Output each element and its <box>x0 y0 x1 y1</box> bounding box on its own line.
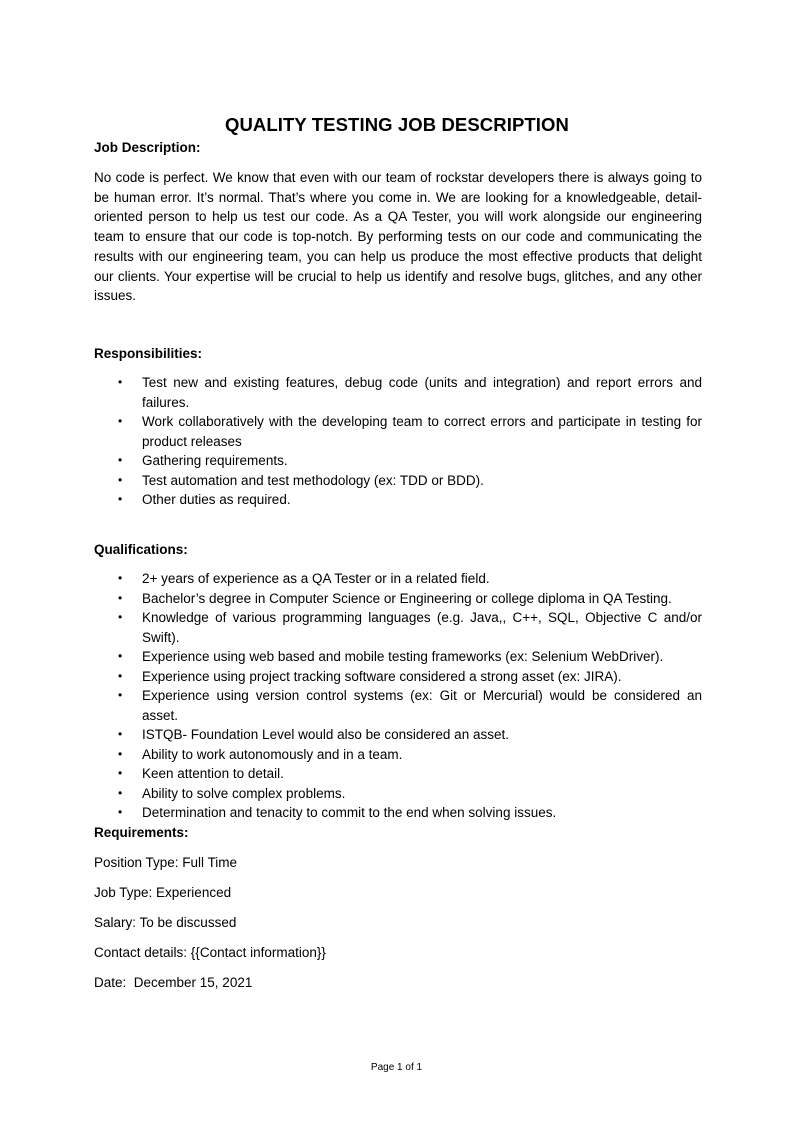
list-item <box>94 667 702 687</box>
bullet-icon: • <box>118 766 123 780</box>
qualifications-heading: Qualifications: <box>94 542 188 557</box>
bullet-icon: • <box>118 472 123 487</box>
list-item <box>94 412 702 451</box>
bullet-icon: • <box>118 414 123 428</box>
bullet-icon: • <box>118 453 123 467</box>
list-item <box>94 608 702 647</box>
page-title: QUALITY TESTING JOB DESCRIPTION <box>224 114 569 135</box>
list-item-text: Gathering requirements. <box>142 453 288 468</box>
bullet-icon: • <box>118 649 123 663</box>
list-item-text: Keen attention to detail. <box>142 766 284 781</box>
responsibilities-heading: Responsibilities: <box>94 346 203 361</box>
list-item <box>94 764 702 784</box>
position-type: Position Type: Full Time <box>94 855 238 870</box>
bullet-icon: • <box>118 785 123 800</box>
list-item <box>94 451 702 471</box>
list-item-text: Experience using project tracking software considered a strong asset (ex: JIRA). <box>142 668 622 684</box>
list-item-text: Determination and tenacity to commit to the end when solving issues. <box>142 805 557 820</box>
list-item-text: Ability to solve complex problems. <box>142 785 346 801</box>
list-item <box>94 373 702 412</box>
list-item <box>94 490 702 510</box>
bullet-icon: • <box>118 590 123 605</box>
bullet-icon: • <box>118 668 123 683</box>
qualifications-list <box>94 569 702 823</box>
list-item <box>94 686 702 725</box>
job-description-heading: Job Description: <box>94 140 201 155</box>
list-item-text: Experience using version control systems (ex: Git or Mercurial) would be considered an asset. <box>142 688 702 723</box>
list-item-text: Work collaboratively with the developing team to correct errors and participate in testing for product releases <box>142 414 702 449</box>
list-item <box>94 725 702 745</box>
list-item-text: 2+ years of experience as a QA Tester or in a related field. <box>142 571 490 586</box>
bullet-icon: • <box>118 492 123 506</box>
list-item <box>94 471 702 491</box>
list-item-text: Knowledge of various programming languages (e.g. Java,, C++, SQL, Objective C and/or Swift). <box>142 610 702 645</box>
list-item-text: ISTQB- Foundation Level would also be considered an asset. <box>142 727 509 742</box>
list-item-text: Ability to work autonomously and in a team. <box>142 746 403 762</box>
list-item-text: Other duties as required. <box>142 492 291 507</box>
bullet-icon: • <box>118 727 123 741</box>
requirements-heading: Requirements: <box>94 825 189 840</box>
list-item-text: Test automation and test methodology (ex: TDD or BDD). <box>142 472 484 488</box>
list-item <box>94 784 702 804</box>
job-description-paragraph: No code is perfect. We know that even with our team of rockstar developers there is always going to be human error. It’s normal. That’s where you come in. We are looking for a knowledgeable, detail-oriented person to help us test our code. As a QA Tester, you will work alongside our engineering team to ensure that our code is top-notch. By performing tests on our code and communicating the results with our engineering team, you can help us produce the most effective products that delight our clients. Your expertise will be crucial to help us identify and resolve bugs, glitches, and any other issues. <box>94 170 702 304</box>
page-number-footer: Page 1 of 1 <box>370 1062 423 1073</box>
bullet-icon: • <box>118 688 123 702</box>
list-item-text: Test new and existing features, debug code (units and integration) and report errors and failures. <box>142 375 702 410</box>
list-item <box>94 745 702 765</box>
responsibilities-list <box>94 373 702 510</box>
bullet-icon: • <box>118 610 123 624</box>
bullet-icon: • <box>118 805 123 819</box>
bullet-icon: • <box>118 746 123 761</box>
bullet-icon: • <box>118 571 123 585</box>
list-item-text: Bachelor’s degree in Computer Science or Engineering or college diploma in QA Testing. <box>142 590 672 606</box>
list-item <box>94 803 702 823</box>
job-type: Job Type: Experienced <box>94 885 232 900</box>
date: Date: December 15, 2021 <box>94 975 253 990</box>
list-item <box>94 569 702 589</box>
list-item-text: Experience using web based and mobile testing frameworks (ex: Selenium WebDriver). <box>142 649 664 664</box>
list-item <box>94 647 702 667</box>
list-item <box>94 589 702 609</box>
bullet-icon: • <box>118 375 123 389</box>
salary: Salary: To be discussed <box>94 915 237 930</box>
contact-details: Contact details: {{Contact information}} <box>94 945 326 960</box>
